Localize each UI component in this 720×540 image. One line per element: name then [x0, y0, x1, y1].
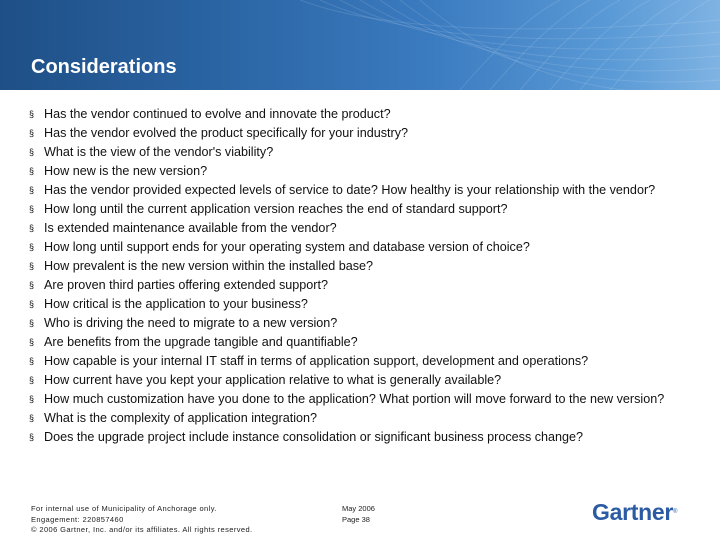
bullet-marker: §	[29, 147, 35, 157]
bullet-item	[29, 238, 689, 257]
footer-disclaimer	[31, 504, 253, 536]
bullet-marker: §	[29, 375, 35, 385]
bullet-item	[29, 143, 689, 162]
bullet-text: How much customization have you done to the application? What portion will move forward to the new version?	[44, 392, 665, 406]
bullet-marker: §	[29, 432, 35, 442]
bullet-marker: §	[29, 318, 35, 328]
bullet-marker: §	[29, 128, 35, 138]
footer-usage-note: For internal use of Municipality of Anchorage only.	[31, 504, 217, 513]
bullet-marker: §	[29, 299, 35, 309]
footer-page-number: Page 38	[342, 514, 370, 524]
bullet-item	[29, 295, 689, 314]
bullet-text: How long until the current application version reaches the end of standard support?	[44, 202, 508, 216]
bullet-item	[29, 181, 689, 200]
bullet-marker: §	[29, 337, 35, 347]
registered-mark: ®	[672, 509, 678, 515]
slide-title: Considerations	[31, 56, 177, 78]
footer-copyright: © 2006 Gartner, Inc. and/or its affiliates. All rights reserved.	[31, 525, 253, 534]
bullet-item	[29, 314, 689, 333]
bullet-item	[29, 428, 689, 447]
bullet-list	[29, 105, 689, 447]
bullet-marker: §	[29, 109, 35, 119]
bullet-text: Has the vendor continued to evolve and innovate the product?	[44, 107, 391, 121]
bullet-text: Is extended maintenance available from the vendor?	[44, 221, 337, 235]
title-banner	[0, 0, 720, 90]
footer-date: May 2006	[342, 504, 375, 513]
bullet-item	[29, 276, 689, 295]
bullet-marker: §	[29, 280, 35, 290]
logo-text: Gartner	[592, 499, 673, 525]
bullet-text: How new is the new version?	[44, 164, 208, 178]
footer-engagement: Engagement: 220857460	[31, 514, 124, 524]
bullet-item	[29, 333, 689, 352]
bullet-text: Does the upgrade project include instance consolidation or significant business process change?	[44, 430, 584, 444]
bullet-text: Who is driving the need to migrate to a new version?	[44, 316, 338, 330]
bullet-item	[29, 352, 689, 371]
bullet-text: Are benefits from the upgrade tangible and quantifiable?	[44, 335, 358, 349]
bullet-item	[29, 409, 689, 428]
bullet-text: What is the view of the vendor's viability?	[44, 145, 274, 159]
bullet-marker: §	[29, 185, 35, 195]
bullet-item	[29, 200, 689, 219]
bullet-item	[29, 162, 689, 181]
footer-date-page	[342, 504, 375, 525]
bullet-text: What is the complexity of application integration?	[44, 411, 318, 425]
bullet-text: How prevalent is the new version within the installed base?	[44, 259, 374, 273]
bullet-item	[29, 219, 689, 238]
bullet-item	[29, 371, 689, 390]
bullet-text: Are proven third parties offering extended support?	[44, 278, 329, 292]
bullet-marker: §	[29, 413, 35, 423]
bullet-text: How critical is the application to your business?	[44, 297, 308, 311]
bullet-marker: §	[29, 223, 35, 233]
bullet-marker: §	[29, 356, 35, 366]
bullet-text: Has the vendor provided expected levels of service to date? How healthy is your relationship with the vendor?	[44, 183, 656, 197]
bullet-item	[29, 390, 689, 409]
bullet-marker: §	[29, 261, 35, 271]
bullet-marker: §	[29, 242, 35, 252]
bullet-text: How current have you kept your application relative to what is generally available?	[44, 373, 502, 387]
bullet-marker: §	[29, 204, 35, 214]
bullet-item	[29, 105, 689, 124]
bullet-marker: §	[29, 394, 35, 404]
gartner-logo	[592, 498, 677, 526]
bullet-text: Has the vendor evolved the product specifically for your industry?	[44, 126, 409, 140]
bullet-text: How capable is your internal IT staff in terms of application support, development and operations?	[44, 354, 589, 368]
bullet-text: How long until support ends for your operating system and database version of choice?	[44, 240, 530, 254]
bullet-item	[29, 257, 689, 276]
bullet-item	[29, 124, 689, 143]
bullet-marker: §	[29, 166, 35, 176]
